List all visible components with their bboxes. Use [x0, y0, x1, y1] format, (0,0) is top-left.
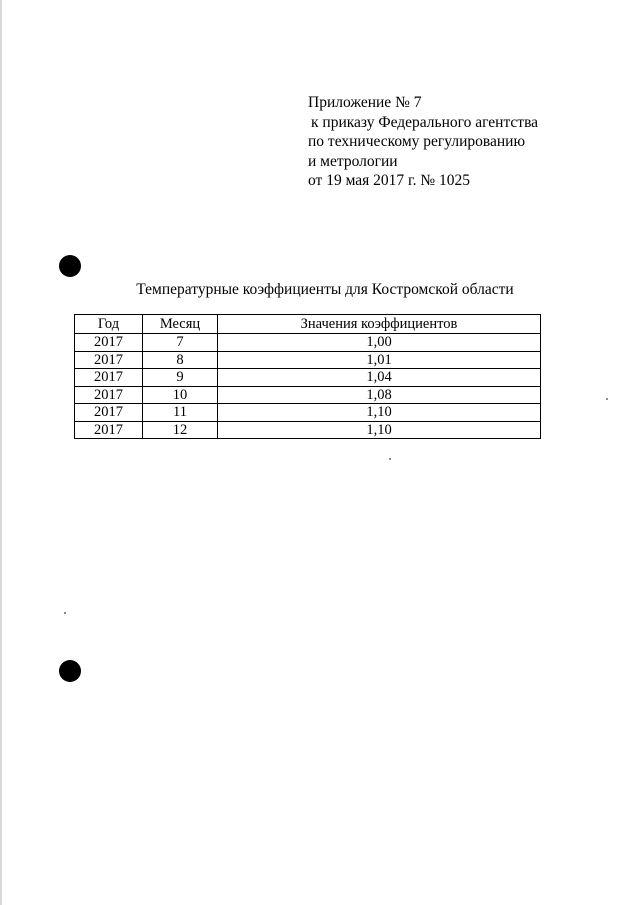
table-row — [75, 351, 541, 369]
cell-month: 8 — [143, 351, 218, 369]
appendix-agency-line: по техническому регулированию — [308, 133, 526, 150]
document-title: Температурные коэффициенты для Костромской области — [136, 281, 514, 298]
appendix-order-line: к приказу Федерального агентства — [311, 113, 539, 131]
cell-month: 10 — [143, 386, 218, 404]
appendix-date-line: от 19 мая 2017 г. № 1025 — [308, 172, 471, 189]
cell-year: 2017 — [75, 369, 143, 387]
column-header-month: Месяц — [143, 315, 218, 334]
table-row — [75, 404, 541, 422]
cell-coefficient: 1,10 — [218, 404, 541, 422]
table-row — [75, 386, 541, 404]
cell-coefficient: 1,01 — [218, 351, 541, 369]
table-header-row — [75, 315, 541, 334]
column-header-year: Год — [75, 315, 143, 334]
cell-month: 9 — [143, 369, 218, 387]
cell-year: 2017 — [75, 386, 143, 404]
appendix-agency-line-2: и метрологии — [308, 152, 398, 170]
table-row — [75, 369, 541, 387]
scan-speck — [389, 458, 391, 460]
table-row — [75, 334, 541, 352]
cell-coefficient: 1,10 — [218, 421, 541, 439]
scan-speck — [64, 612, 66, 614]
cell-month: 11 — [143, 404, 218, 422]
cell-year: 2017 — [75, 351, 143, 369]
cell-year: 2017 — [75, 404, 143, 422]
scan-page-edge — [0, 0, 2, 905]
cell-coefficient: 1,08 — [218, 386, 541, 404]
punch-hole-top — [59, 255, 81, 277]
column-header-coefficient: Значения коэффициентов — [218, 315, 541, 334]
coefficients-table — [74, 314, 541, 439]
cell-coefficient: 1,04 — [218, 369, 541, 387]
cell-month: 7 — [143, 334, 218, 352]
appendix-header — [308, 93, 538, 191]
table-row — [75, 421, 541, 439]
cell-coefficient: 1,00 — [218, 334, 541, 352]
cell-year: 2017 — [75, 334, 143, 352]
cell-month: 12 — [143, 421, 218, 439]
appendix-number: Приложение № 7 — [308, 94, 422, 111]
punch-hole-bottom — [59, 660, 81, 682]
scan-speck — [606, 398, 608, 400]
cell-year: 2017 — [75, 421, 143, 439]
